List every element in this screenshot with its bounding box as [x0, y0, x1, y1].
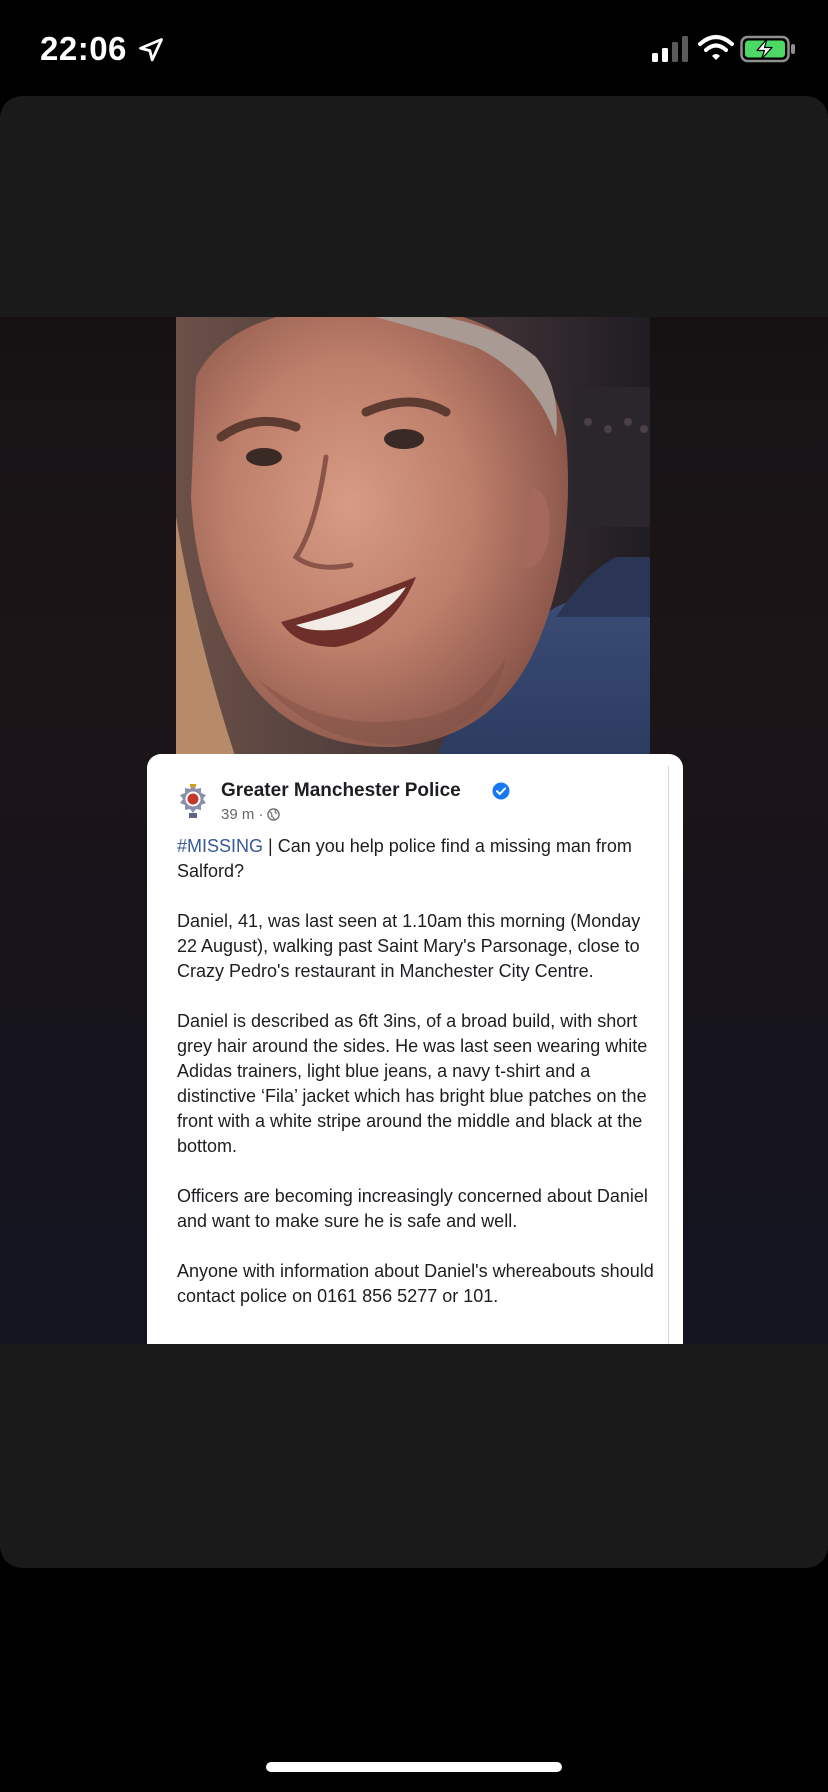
battery-charging-icon: [740, 35, 796, 63]
post-time-text: 39 m ·: [221, 806, 264, 823]
hashtag-missing[interactable]: #MISSING: [177, 836, 264, 856]
post-headline: [177, 834, 661, 884]
paragraph-last-seen: Daniel, 41, was last seen at 1.10am this morning (Monday 22 August), walking past Saint Mary's Parsonage, close to Crazy Pedro's restaurant in Manchester City Centre.: [177, 911, 641, 981]
police-crest-icon: [177, 784, 209, 820]
verified-badge-icon: [492, 782, 510, 800]
post-header: [177, 780, 657, 830]
home-indicator[interactable]: [266, 1762, 562, 1772]
globe-icon: [267, 808, 280, 821]
portrait-photo: [176, 317, 650, 759]
facebook-post-card: [147, 754, 683, 1344]
post-body: [177, 834, 661, 1334]
location-arrow-icon: [137, 36, 165, 64]
headline-text: | Can you help police find a missing man from Salford?: [177, 836, 632, 881]
post-timestamp: [221, 806, 280, 823]
wifi-icon: [698, 34, 734, 62]
face-illustration: [176, 317, 650, 759]
paragraph-concern: Officers are becoming increasingly concerned about Daniel and want to make sure he is safe and well.: [177, 1186, 648, 1231]
shared-image[interactable]: [0, 317, 828, 1344]
status-time: 22:06: [40, 30, 127, 67]
cellular-signal-icon: [652, 36, 690, 62]
media-viewer[interactable]: [0, 96, 828, 1568]
paragraph-description: Daniel is described as 6ft 3ins, of a broad build, with short grey hair around the sides. He was last seen wearing white Adidas trainers, light blue jeans, a navy t-shirt and a distinctive ‘Fila’ jacket which has bright blue patches on the front with a white stripe around the middle and black at the bottom.: [177, 1011, 648, 1156]
status-bar: [0, 0, 828, 96]
page-name: Greater Manchester Police: [221, 780, 461, 801]
paragraph-contact: Anyone with information about Daniel's whereabouts should contact police on 0161 856 5277 or 101.: [177, 1261, 654, 1306]
